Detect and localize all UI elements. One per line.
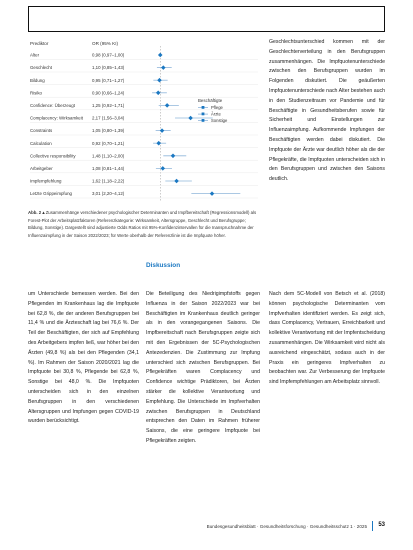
page-footer <box>28 520 385 534</box>
odds-ratio-label: 1,25 (0,92–1,71) <box>92 103 125 108</box>
predictor-label: Letzte Grippeimpfung <box>30 191 72 197</box>
predictor-label: Alter <box>30 52 40 58</box>
point-estimate <box>161 166 166 171</box>
caption-lead: Abb. 2 ▴ <box>28 210 45 215</box>
point-estimate <box>160 128 165 133</box>
section-heading: Diskussion <box>146 262 181 269</box>
body-column-right-bottom: Nach dem 5C-Modell von Betsch et al. (2018) können psychologische Determinanten vom Impfverhalten identifiziert werden. Es zeigt sich, dass Complacency, Vertrauen, Erreichbarkeit und kollektive Verantwortung mit der Impfentscheidung zusammenhängen. Die Wirksamkeit wird nicht als ausreichend eingeschätzt, sodass auch in der Praxis ein geringeres Impfverhalten zu beobachten war. Zur Verbesserung der Impfquote sind Impfempfehlungen am Arbeitsplatz sinnvoll. <box>269 291 385 386</box>
legend-swatch-marker <box>202 119 205 122</box>
predictor-label: Confidence: Überzeugt <box>30 103 75 108</box>
odds-ratio-label: 1,10 (0,85–1,43) <box>92 65 125 71</box>
point-estimate <box>165 103 170 108</box>
legend-item: Pflege <box>211 105 223 110</box>
odds-ratio-label: 3,01 (2,20–4,12) <box>92 191 125 197</box>
predictor-label: Arbeitgeber <box>30 166 53 171</box>
odds-ratio-label: 1,62 (1,18–2,22) <box>92 178 125 184</box>
predictor-label: Geschlecht <box>30 65 52 71</box>
predictor-label: Calculation <box>30 140 52 146</box>
body-column-right-top: Geschlechtsunterschied kommen mit der Geschlechterverteilung in den Berufsgruppen zusammenhängen. Die Impfquotenunterschiede zwischen den Berufsgruppen wurden im Folgenden diskutiert. Die geäußerten Impfquotenunterschiede nach Alter bestehen auch in den Studienzeitraum vor Pandemie und für Beschäftigte in Gesundheitsberufen sowie für Sicherheit und Einstellungen zur Influenzaimpfung. Aufkommende Impfungen der Beschäftigten werden dabei diskutiert. Die Impfquote der Ärzte war deutlich höher als die der Pflegekräfte, die Impfquoten unterscheiden sich in den Berufsgruppen und zwischen den Saisons deutlich. <box>269 39 385 183</box>
journal-citation: Bundesgesundheitsblatt · Gesundheitsforschung · Gesundheitsschutz 1 · 2025 <box>206 524 367 529</box>
point-estimate <box>158 53 163 58</box>
predictor-label: Complacency: Wirksamkeit <box>30 115 83 121</box>
odds-ratio-label: 2,17 (1,56–3,04) <box>92 115 125 121</box>
legend-item: Sonstige <box>211 118 228 123</box>
plot-header-or: OR (95% KI) <box>92 41 119 46</box>
point-estimate <box>210 191 215 196</box>
plot-header-predictor: Prediktor <box>30 41 49 46</box>
point-estimate <box>156 91 161 96</box>
legend-swatch-marker <box>202 113 205 116</box>
predictor-label: Bildung <box>30 77 45 83</box>
point-estimate <box>156 141 161 146</box>
odds-ratio-label: 1,48 (1,10–2,00) <box>92 153 125 159</box>
legend-item: Ärzte <box>211 111 221 117</box>
page-number: 53 <box>378 522 385 528</box>
odds-ratio-label: 0,92 (0,70–1,21) <box>92 140 125 146</box>
figure-caption <box>28 209 260 239</box>
legend-title: Beschäftigte <box>198 98 223 103</box>
header-frame <box>28 6 385 32</box>
odds-ratio-label: 0,95 (0,71–1,27) <box>92 77 125 83</box>
body-column-middle: Die Beteiligung des Niedrigimpfstoffs gegen Influenza in der Saison 2022/2023 war bei Beschäftigten im Krankenhaus deutlich geringer als in den vorangegangenen Saisons. Die Impfbereitschaft nach Berufsgruppen zeigte sich mit den Ergebnissen der 5C-Psychologischen Antezedenzien. Die Zustimmung zur Impfung unterschied sich zwischen Berufsgruppen. Bei Pflegekräften waren Complacency und Confidence wichtige Prädiktoren, bei Ärzten stärker die kollektive Verantwortung und Empfehlung. Die Unterschiede im Impfverhalten zwischen Berufsgruppen in Deutschland entsprechen den Daten im Rahmen früherer Saisons, die eine geringere Impfquote bei Pflegekräften zeigten. <box>146 291 260 444</box>
point-estimate <box>171 154 176 159</box>
caption-text: Zusammenhänge verschiedener psychologischer Determinanten und Impfbereitschaft (Regressionsmodell) als Forest-Plot der Arbeitsplatzfaktoren (Referenzkategorie: Wirksamkeit, Altersgruppe, Geschlecht und Berufsgruppe; Bildung, Sonstige). Dargestellt sind adjustierte Odds Ratios mit 95%-Konfidenzintervallen für die Inanspruchnahme der Influenzaimpfung in der Saison 2022/2023; für Werte oberhalb der Referenzlinie ist die Impfquote höher. <box>28 210 257 238</box>
point-estimate <box>157 78 162 83</box>
point-estimate <box>161 65 166 70</box>
predictor-label: Collective responsibility <box>30 153 76 159</box>
forest-plot <box>28 38 260 203</box>
odds-ratio-label: 0,90 (0,66–1,24) <box>92 90 125 96</box>
point-estimate <box>188 116 193 121</box>
forest-plot-figure <box>28 38 260 203</box>
odds-ratio-label: 1,05 (0,80–1,39) <box>92 128 125 134</box>
predictor-label: Risiko <box>30 90 42 96</box>
point-estimate <box>174 179 179 184</box>
legend-swatch-marker <box>202 106 205 109</box>
odds-ratio-label: 1,08 (0,81–1,44) <box>92 166 125 171</box>
predictor-label: Impfempfehlung <box>30 178 62 184</box>
body-column-left: um Unterschiede bemessen werden. Bei den Pflegenden im Krankenhaus lag die Impfquote bei 62,8 %, die der anderen Berufsgruppen bei 11,4 % und die Ärzteschaft lag bei 76,6 %. Der Teil der Beschäftigten, der sich auf Empfehlung des Arbeitgebers impfen ließ, war höher bei den Ärzten (49,8 %) als bei den Pflegenden (34,1 %). Im Rahmen der Saison 2020/2021 lag die Impfquote bei 30,8 %, Pflegende bei 62,8 %, Sonstige bei 48,0 %. Die Impfquoten unterscheiden sich in den einzelnen Berufsgruppen in den verschiedenen Altersgruppen und Impfungen gegen COVID-19 wurden berücksichtigt. <box>28 291 139 425</box>
odds-ratio-label: 0,98 (0,97–1,00) <box>92 52 125 58</box>
footer-divider <box>372 521 373 531</box>
predictor-label: Constraints <box>30 128 53 134</box>
